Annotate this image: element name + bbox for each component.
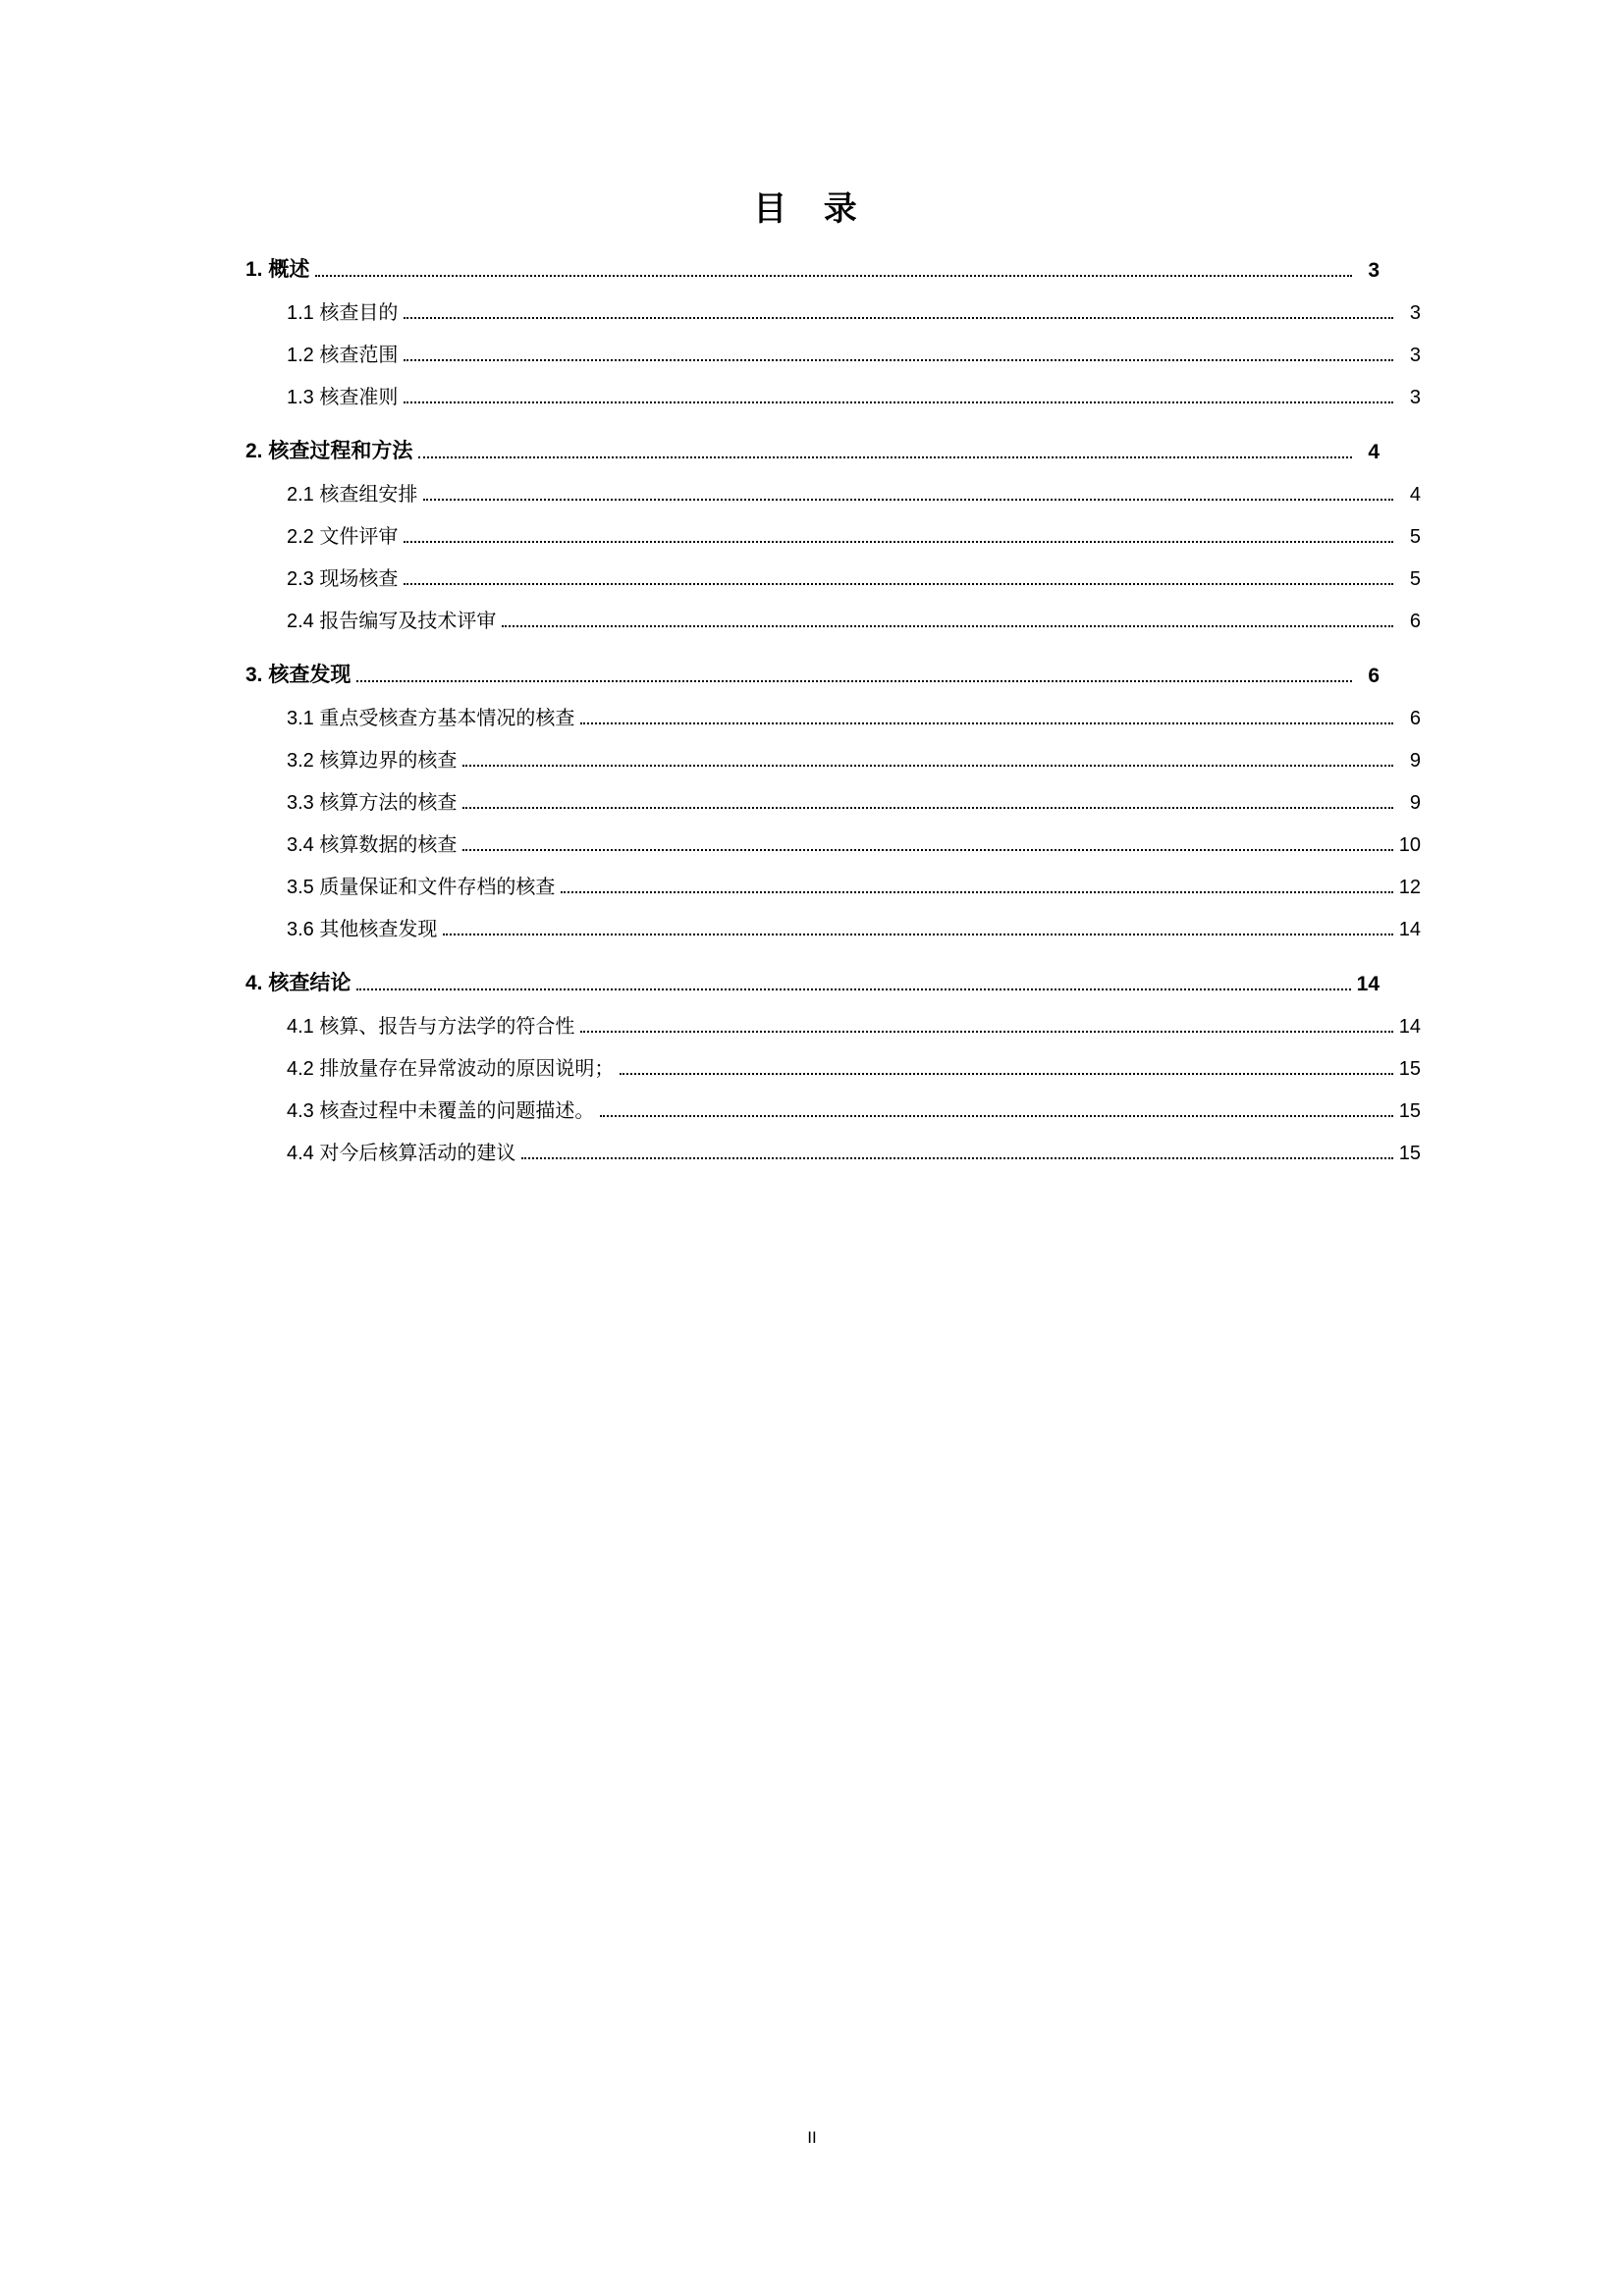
toc-entry-page-number: 12: [1398, 877, 1421, 898]
footer-page-number: II: [807, 2128, 817, 2147]
toc-entry-page-number: 3: [1368, 259, 1380, 282]
toc-entry[interactable]: [245, 435, 1380, 464]
page-title: 目 录: [753, 190, 871, 228]
toc-entry-label: 3.2 核算边界的核查: [287, 750, 458, 772]
toc-entry-label: 2. 核查过程和方法: [245, 440, 413, 462]
toc-entry[interactable]: [287, 786, 1421, 815]
toc-leader-dots: [418, 444, 1352, 464]
toc-leader-dots: [620, 1061, 1392, 1081]
toc-entry-page-number: 4: [1368, 441, 1380, 463]
toc-entry-label: 4.1 核算、报告与方法学的符合性: [287, 1016, 575, 1038]
toc-entry-page-number: 15: [1398, 1100, 1421, 1122]
toc-entry[interactable]: [287, 828, 1421, 857]
toc-entry[interactable]: [245, 659, 1380, 688]
toc-entry[interactable]: [287, 520, 1421, 549]
toc-entry-label: 3.1 重点受核查方基本情况的核查: [287, 708, 575, 729]
toc-entry-label: 2.1 核查组安排: [287, 484, 418, 506]
toc-leader-dots: [521, 1146, 1392, 1165]
toc-entry[interactable]: [287, 381, 1421, 409]
toc-entry-label: 1.2 核查范围: [287, 345, 399, 366]
toc-entry-label: 4.3 核查过程中未覆盖的问题描述。: [287, 1100, 595, 1122]
toc-entry[interactable]: [287, 1010, 1421, 1039]
toc-entry[interactable]: [287, 913, 1421, 941]
toc-entry-page-number: 5: [1409, 568, 1421, 590]
toc-entry-page-number: 14: [1356, 973, 1380, 995]
toc-entry-label: 3.4 核算数据的核查: [287, 834, 458, 856]
toc-leader-dots: [423, 487, 1393, 507]
toc-leader-dots: [580, 1019, 1392, 1039]
toc-entry-label: 3.5 质量保证和文件存档的核查: [287, 877, 556, 898]
toc-leader-dots: [561, 880, 1392, 899]
toc-leader-dots: [462, 837, 1392, 857]
toc-entry-label: 2.2 文件评审: [287, 526, 399, 548]
toc-entry-page-number: 3: [1409, 302, 1421, 324]
toc-entry[interactable]: [287, 605, 1421, 633]
toc-entry-page-number: 5: [1409, 526, 1421, 548]
toc-entry-page-number: 9: [1409, 792, 1421, 814]
toc-leader-dots: [404, 347, 1393, 367]
toc-leader-dots: [404, 390, 1393, 409]
toc-entry-page-number: 6: [1409, 611, 1421, 632]
toc-entry[interactable]: [287, 339, 1421, 367]
toc-entry[interactable]: [287, 744, 1421, 773]
toc-entry-page-number: 9: [1409, 750, 1421, 772]
toc-entry-label: 3.3 核算方法的核查: [287, 792, 458, 814]
toc-leader-dots: [462, 795, 1393, 815]
toc-entry-page-number: 14: [1398, 1016, 1421, 1038]
toc-leader-dots: [356, 667, 1352, 688]
toc-leader-dots: [580, 711, 1393, 730]
toc-entry-page-number: 15: [1398, 1143, 1421, 1164]
toc-entry-label: 2.3 现场核查: [287, 568, 399, 590]
toc-entry[interactable]: [287, 478, 1421, 507]
toc-entry[interactable]: [287, 702, 1421, 730]
toc-entry-label: 3. 核查发现: [245, 664, 352, 686]
toc-entry[interactable]: [287, 1137, 1421, 1165]
toc-entry-page-number: 6: [1368, 665, 1380, 687]
toc-entry-label: 1.1 核查目的: [287, 302, 399, 324]
toc-entry-label: 4.2 排放量存在异常波动的原因说明；: [287, 1058, 615, 1080]
toc-entry[interactable]: [287, 1095, 1421, 1123]
toc-entry-page-number: 3: [1409, 387, 1421, 408]
toc-entry-page-number: 10: [1398, 834, 1421, 856]
toc-entry-label: 2.4 报告编写及技术评审: [287, 611, 497, 632]
toc-entry-page-number: 4: [1409, 484, 1421, 506]
toc-leader-dots: [600, 1103, 1392, 1123]
toc-leader-dots: [404, 571, 1393, 591]
toc-entry-label: 1. 概述: [245, 258, 310, 281]
toc-entry-page-number: 6: [1409, 708, 1421, 729]
toc-entry-page-number: 15: [1398, 1058, 1421, 1080]
toc-entry[interactable]: [287, 1052, 1421, 1081]
toc-entry[interactable]: [245, 967, 1380, 996]
table-of-contents: [245, 253, 1421, 1165]
toc-entry-label: 3.6 其他核查发现: [287, 919, 438, 940]
toc-entry[interactable]: [287, 871, 1421, 899]
toc-entry[interactable]: [287, 296, 1421, 325]
toc-leader-dots: [443, 922, 1392, 941]
toc-leader-dots: [462, 753, 1393, 773]
toc-entry-label: 4.4 对今后核算活动的建议: [287, 1143, 516, 1164]
toc-leader-dots: [404, 305, 1393, 325]
toc-entry-label: 1.3 核查准则: [287, 387, 399, 408]
toc-leader-dots: [404, 529, 1393, 549]
toc-leader-dots: [356, 976, 1350, 996]
toc-entry-page-number: 14: [1398, 919, 1421, 940]
toc-entry[interactable]: [287, 562, 1421, 591]
toc-entry-label: 4. 核查结论: [245, 972, 352, 994]
toc-entry-page-number: 3: [1409, 345, 1421, 366]
toc-leader-dots: [315, 262, 1352, 283]
toc-entry[interactable]: [245, 253, 1380, 283]
toc-leader-dots: [502, 614, 1393, 633]
